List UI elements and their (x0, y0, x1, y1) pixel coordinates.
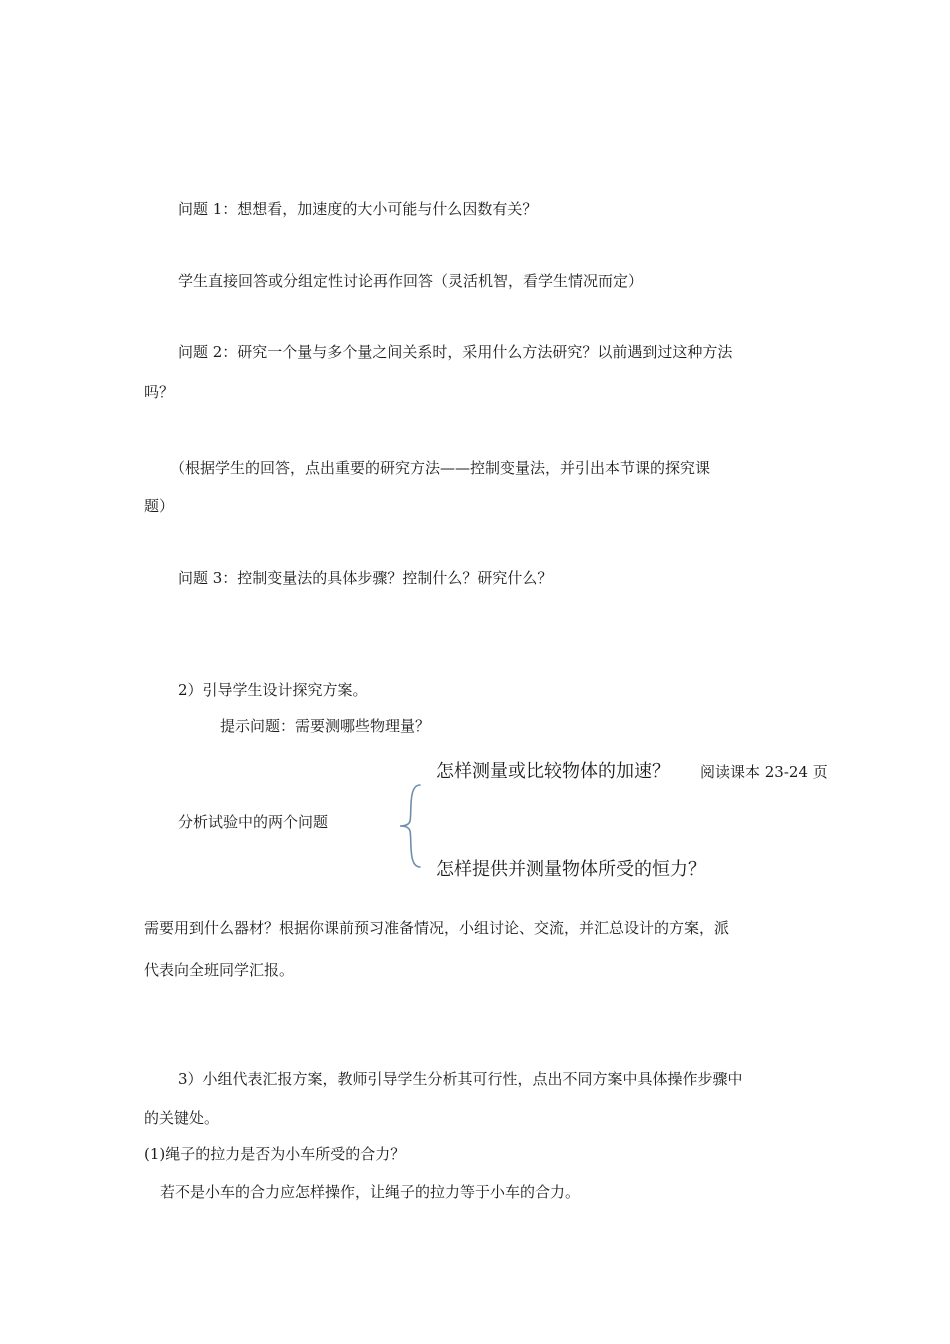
analysis-problem-2: 怎样提供并测量物体所受的恒力？ (436, 859, 706, 880)
question-2-note-line-1: （根据学生的回答，点出重要的研究方法——控制变量法，并引出本节课的探究课 (170, 459, 711, 477)
question-1: 问题 1：想想看，加速度的大小可能与什么因数有关？ (178, 200, 538, 218)
equipment-line-1: 需要用到什么器材？根据你课前预习准备情况，小组讨论、交流，并汇总设计的方案，派 (144, 919, 730, 937)
item-1: (1)绳子的拉力是否为小车所受的合力？ (144, 1145, 406, 1163)
question-2-line-1: 问题 2：研究一个量与多个量之间关系时，采用什么方法研究？以前遇到过这种方法 (178, 343, 733, 361)
equipment-line-2: 代表向全班同学汇报。 (144, 961, 295, 979)
reading-reference: 阅读课本 23-24 页 (700, 763, 828, 781)
step-3-line-2: 的关键处。 (144, 1109, 220, 1127)
hint-question: 提示问题：需要测哪些物理量？ (220, 717, 431, 735)
question-2-note-line-2: 题） (144, 497, 175, 515)
question-2-line-2: 吗？ (144, 383, 175, 401)
curly-brace-icon (398, 783, 428, 869)
analysis-label: 分析试验中的两个问题 (178, 813, 329, 831)
step-3-line-1: 3）小组代表汇报方案，教师引导学生分析其可行性，点出不同方案中具体操作步骤中 (178, 1070, 743, 1088)
question-3: 问题 3：控制变量法的具体步骤？控制什么？研究什么？ (178, 569, 553, 587)
item-1-detail: 若不是小车的合力应怎样操作，让绳子的拉力等于小车的合力。 (160, 1183, 581, 1201)
step-2-heading: 2）引导学生设计探究方案。 (178, 681, 368, 699)
analysis-problem-1: 怎样测量或比较物体的加速？ (436, 761, 670, 782)
question-1-answer: 学生直接回答或分组定性讨论再作回答（灵活机智，看学生情况而定） (178, 272, 644, 290)
